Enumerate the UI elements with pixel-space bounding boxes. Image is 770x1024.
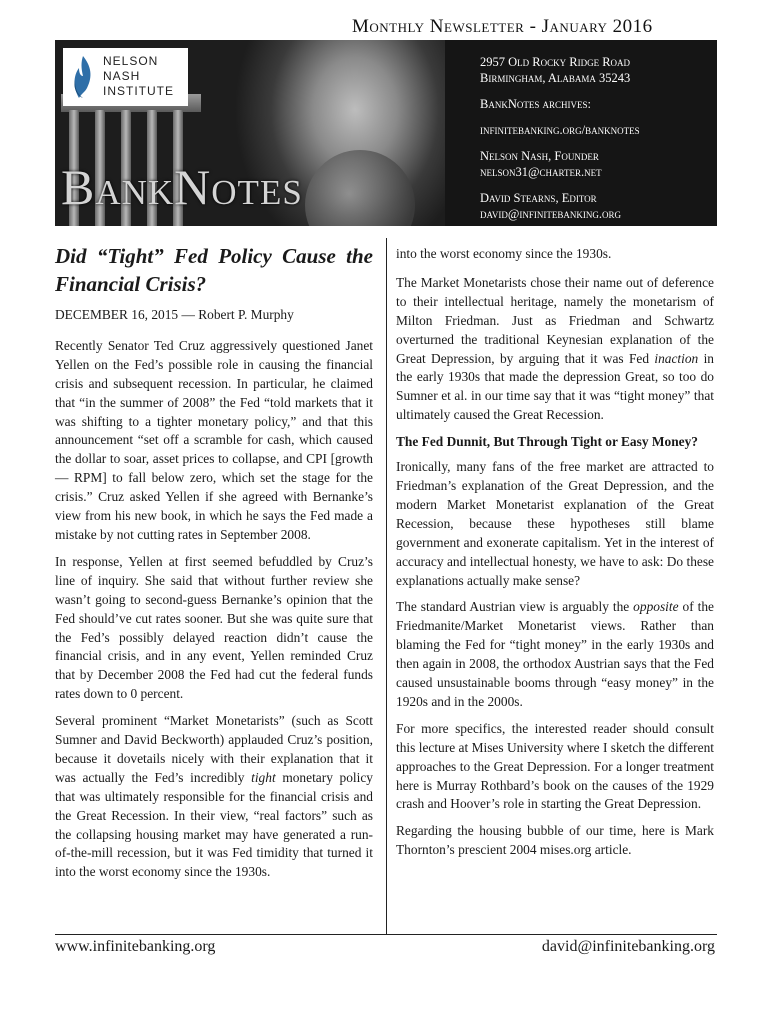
emphasis-text: opposite — [633, 599, 679, 615]
logo-line: INSTITUTE — [103, 84, 174, 98]
address-line-1: 2957 Old Rocky Ridge Road — [480, 55, 631, 69]
newsletter-title: Monthly Newsletter - January 2016 — [352, 16, 653, 37]
emphasis-text: inaction — [654, 350, 699, 366]
address-line-2: Birmingham, Alabama 35243 — [480, 71, 631, 85]
article-paragraph — [55, 712, 373, 890]
article-paragraph: Ironically, many fans of the free market are attracted to Friedman’s explanation of the Great Depression, and the modern Market Monetarist explanation of the Great Recession, because these hypotheses still blame government and exonerate capitalism. Yet in the interest of accuracy and intellectual honesty, we have to ask: Do these explanations actually make sense? — [396, 459, 714, 588]
article-paragraph: For more specifics, the interested reader should consult this lecture at Mises University where I sketch the different approaches to the Great Depression. For a longer treatment here is Murray Rothbard’s book on the causes of the 1929 crash and Hoover’s role in starting the Great Depression. — [396, 720, 714, 812]
column-divider — [386, 238, 387, 934]
article-paragraph: In response, Yellen at first seemed befuddled by Cruz’s line of inquiry. She said that without further review she wasn’t going to second-guess Bernanke’s opinion that the Fed should’ve cut rates sooner. But she was quite sure that the Fed’s possibly delayed reaction didn’t cause the financial crisis, and in any event, Yellen reminded Cruz that by December 2008 the Fed had cut the federal funds rates down to 0 percent. — [55, 553, 373, 702]
paragraph-text: The Market Monetarists chose their name out of deference to their intellectual heritage, namely the monetarism of Milton Friedman. Just as Friedman and Schwartz overturned the traditional Keynesian explanation of the Great Depression, by arguing that it was Fed — [396, 274, 714, 366]
paragraph-text: in the early 1930s that made the depression Great, so too do Sumner et al. in our time say that it was “tight money” that ultimately caused the Great Recession. — [396, 350, 714, 423]
article-title: Did “Tight” Fed Policy Cause the Financial Crisis? — [55, 244, 373, 296]
footer-email-link[interactable]: david@infinitebanking.org — [541, 938, 715, 955]
footer-website-link[interactable]: www.infinitebanking.org — [55, 938, 216, 955]
article-right-column — [396, 245, 714, 868]
article-byline: DECEMBER 16, 2015 — Robert P. Murphy — [55, 307, 294, 322]
logo-line: NASH — [103, 69, 141, 83]
contact-info — [480, 54, 712, 222]
article-paragraph-continued: into the worst economy since the 1930s. — [396, 246, 612, 261]
emphasis-text: tight — [251, 769, 276, 785]
article-paragraph — [396, 274, 714, 425]
article-paragraph: Regarding the housing bubble of our time, here is Mark Thornton’s prescient 2004 mises.org article. — [396, 823, 714, 858]
archives-link[interactable]: infinitebanking.org/banknotes — [480, 123, 640, 137]
archives-label: BankNotes archives: — [480, 97, 591, 111]
section-subheading: The Fed Dunnit, But Through Tight or Easy Money? — [396, 434, 698, 450]
founder-email-link[interactable]: nelson31@charter.net — [480, 165, 602, 179]
paragraph-text: The standard Austrian view is arguably the — [396, 599, 634, 615]
editor-email-link[interactable]: david@infinitebanking.org — [480, 207, 621, 221]
paragraph-text: monetary policy that was ultimately responsible for the financial crisis and the Great Recession. In their view, “real factors” such as the collapsing housing market may have generated a run-of-the-mill recession, but it was Fed timidity that turned it into the worst economy since the 1930s. — [55, 769, 373, 880]
logo-line: NELSON — [103, 54, 159, 68]
article-paragraph: Recently Senator Ted Cruz aggressively questioned Janet Yellen on the Fed’s possible role in causing the financial crisis and subsequent recession. In particular, he claimed that “in the summer of 2008” the Fed “told markets that it was shifting to a tighter monetary policy,” and that this announcement “set off a scramble for cash, which caused the dollar to soar, asset prices to collapse, and CPI [growth — RPM] to fall below zero, which set the stage for the crisis.” Cruz asked Yellen if she agreed with Bernanke’s view from his new book, in which he says the Fed made a mistake by not cutting rates in September 2008. — [55, 337, 373, 542]
footer-rule — [55, 934, 717, 935]
article-left-column — [55, 242, 373, 890]
article-paragraph — [396, 598, 714, 711]
masthead-banner — [55, 40, 717, 226]
logo-wordmark — [103, 54, 174, 99]
paragraph-text: of the Friedmanite/Market Monetarist views. Rather than blaming the Fed for “tight money” in the early 1930s and then again in 2008, the orthodox Austrian says that the Fed caused unsustainable booms through “easy money” in the 1920s and in the 2000s. — [396, 599, 714, 709]
editor-name: David Stearns, Editor — [480, 191, 597, 205]
founder-name: Nelson Nash, Founder — [480, 149, 599, 163]
paragraph-text: Several prominent “Market Monetarists” (such as Scott Sumner and David Beckworth) applauded Cruz’s position, because it dovetails nicely with their explanation that it was actually the Fed’s incredibly — [55, 713, 373, 785]
flame-logo-icon — [69, 54, 97, 100]
institute-logo[interactable] — [63, 48, 188, 106]
banknotes-masthead: BankNotes — [61, 159, 303, 215]
